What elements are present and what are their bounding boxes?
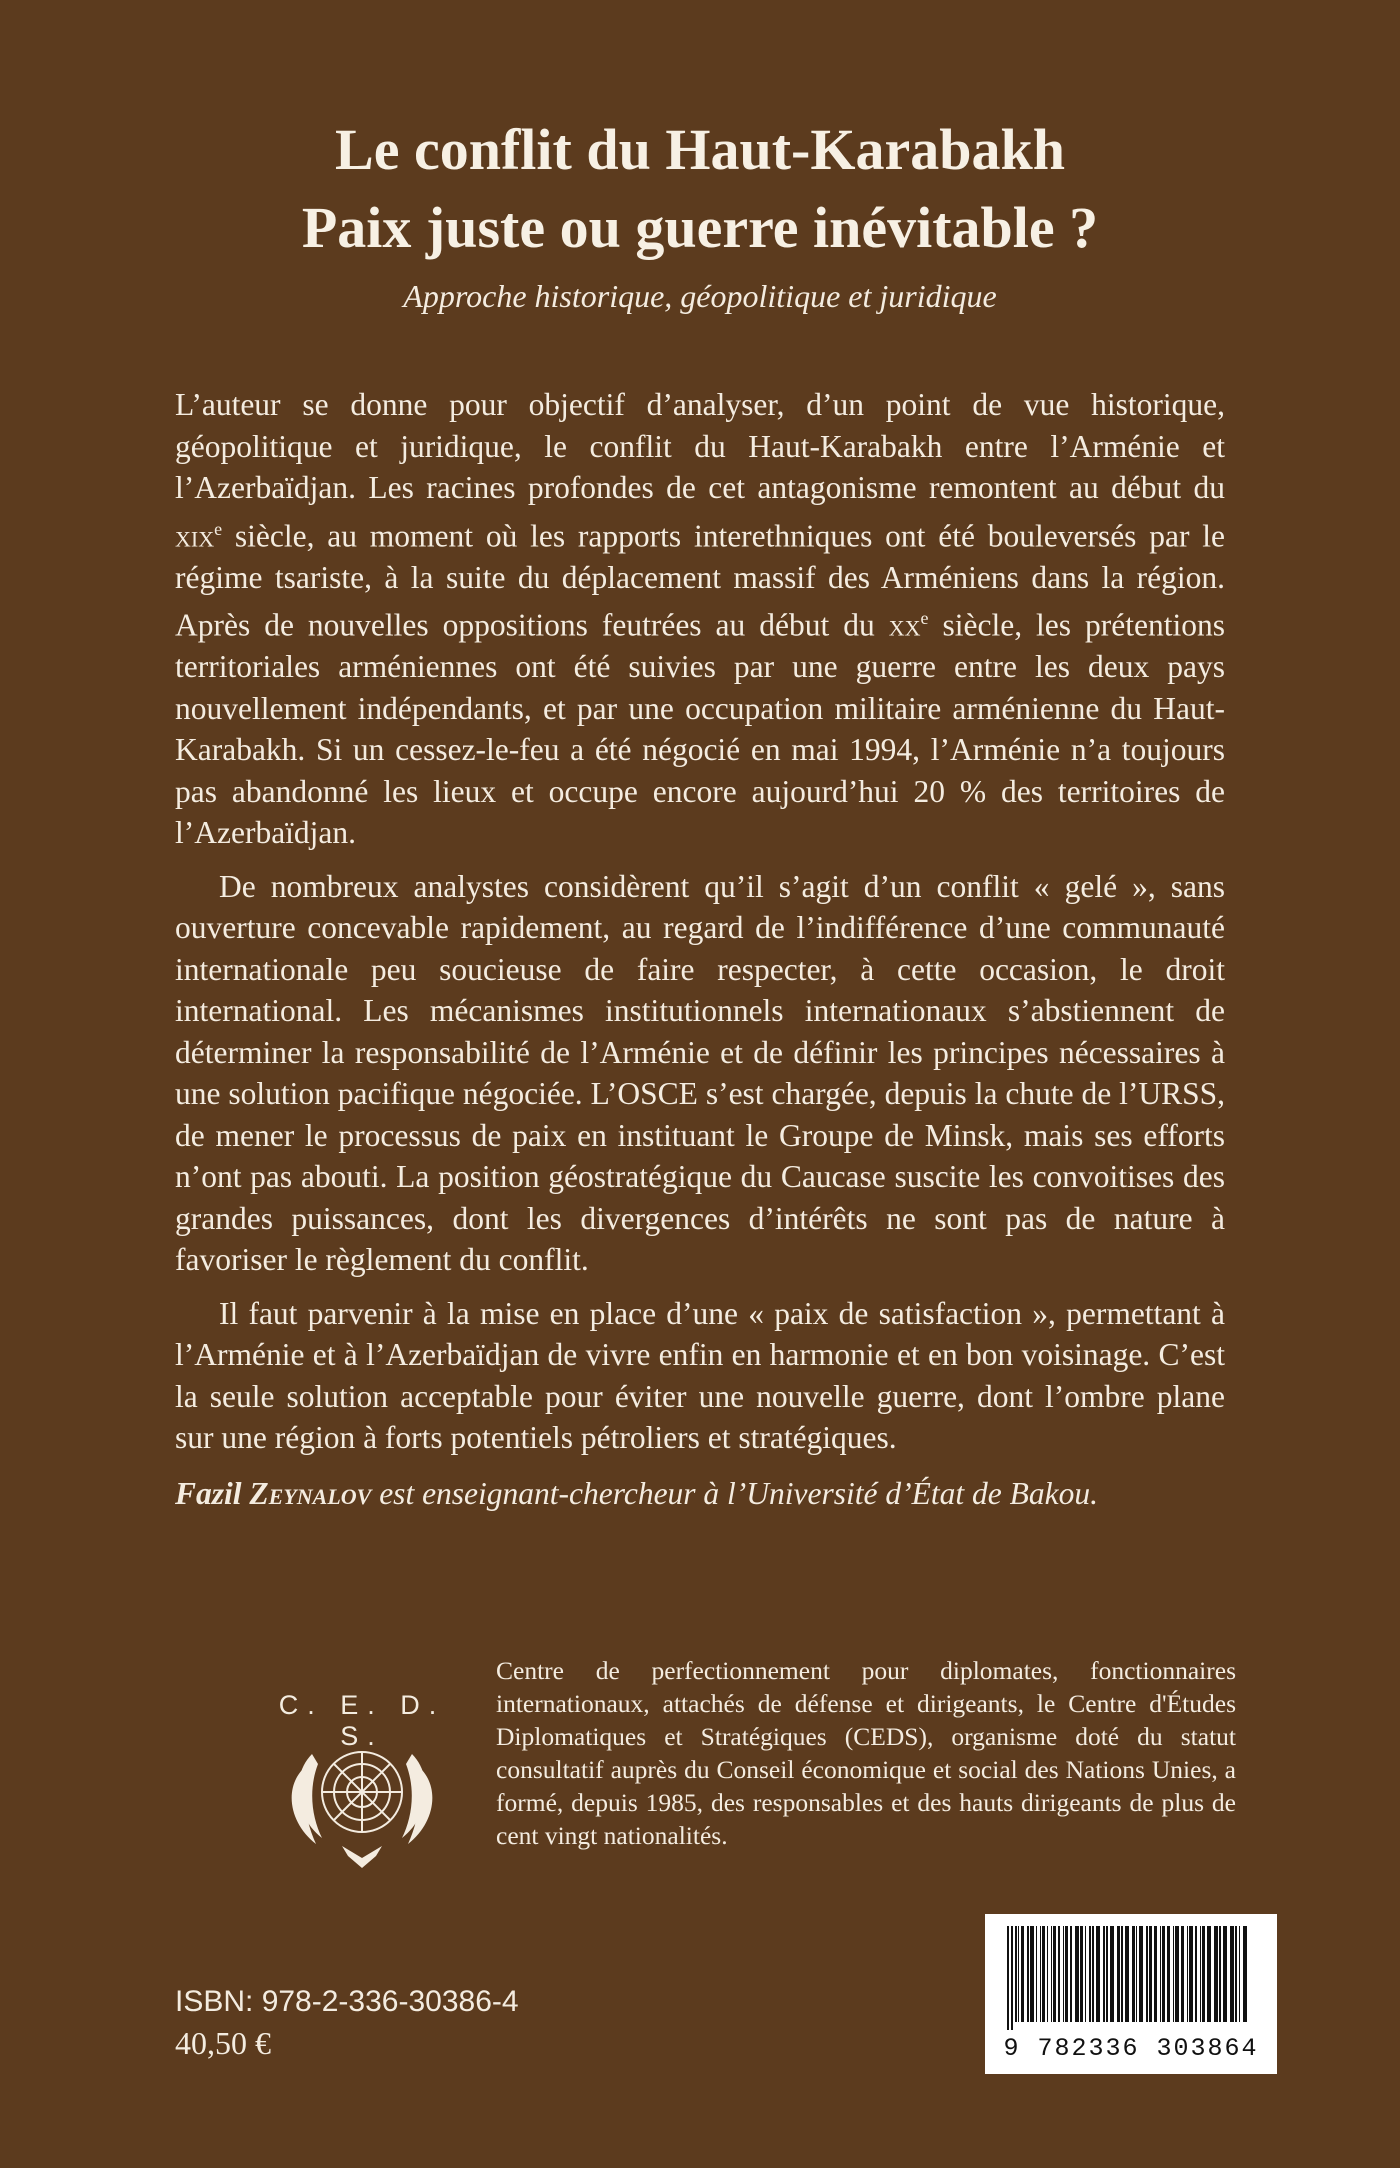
barcode-bar [1167,1926,1170,2022]
barcode-bar [1011,1926,1013,2030]
barcode-bar [1207,1926,1211,2022]
century-19-sup: e [214,518,223,539]
barcode-bar [1103,1926,1105,2022]
author-last-name: Zeynalov [249,1476,372,1511]
barcode-bar [1075,1926,1079,2022]
barcode-bar [1053,1926,1056,2022]
barcode-bar [1149,1926,1152,2022]
un-emblem-icon [272,1734,452,1874]
ceds-description: Centre de perfectionnement pour diplomates, fonctionnaires internationaux, attachés de défense et dirigeants, le Centre d'Études Diplomatiques et Stratégiques (CEDS), organisme doté du statut consultatif auprès du Conseil économique et social des Nations Unies, a formé, depuis 1985, des responsables et des hauts dirigeants de plus de cent vingt nationalités. [496,1656,1236,1850]
back-cover-summary [175,384,1225,1471]
title-line-2: Paix juste ou guerre inévitable ? [301,195,1099,260]
barcode-bar [1181,1926,1184,2022]
barcode-bar [1243,1926,1247,2022]
barcode-bar [1162,1926,1165,2022]
barcode-bar [1089,1926,1091,2022]
p1-part-b: siècle, au moment où les rapports interethniques ont été bouleversés par le régime tsariste, à la suite du déplacement massif des Arméniens dans la région. Après de nouvelles oppositions feutrées au début du [175,518,1225,643]
barcode-bar [1132,1926,1135,2022]
barcode-bars [1005,1926,1257,2030]
barcode-bar [1047,1926,1048,2022]
barcode-bar [1080,1926,1083,2022]
ceds-logo-text: C. E. D. S. [278,1690,446,1751]
p1-part-a: L’auteur se donne pour objectif d’analyser, d’un point de vue historique, géopolitique et juridique, le conflit du Haut-Karabakh entre l’Arménie et l’Azerbaïdjan. Les racines profondes de cet antagonisme remontent au début du [175,387,1225,505]
barcode-bar [1189,1926,1193,2022]
barcode-bar [1175,1926,1179,2022]
subtitle: Approche historique, géopolitique et juridique [403,278,997,314]
century-20-sup: e [920,608,929,628]
barcode-bar [1230,1926,1234,2022]
barcode-bar [1160,1926,1161,2022]
barcode-bar [1146,1926,1148,2022]
barcode-bar [1085,1926,1086,2022]
barcode-bar [1065,1926,1068,2022]
century-20: xx [888,607,921,643]
barcode-bar [1187,1926,1188,2022]
barcode-bar [1235,1926,1237,2022]
barcode-bar [1125,1926,1129,2022]
barcode-bar [1015,1926,1017,2022]
barcode-bar [1051,1926,1052,2022]
barcode-bar [1063,1926,1064,2022]
barcode-bar [1096,1926,1100,2022]
barcode-bar [1139,1926,1143,2022]
barcode-bar [1223,1926,1227,2022]
summary-paragraph-3: Il faut parvenir à la mise en place d’une « paix de satisfaction », permettant à l’Arménie et à l’Azerbaïdjan de vivre enfin en harmonie et en bon voisinage. C’est la seule solution acceptable pour éviter une nouvelle guerre, dont l’ombre plane sur une région à forts potentiels pétroliers et stratégiques. [175,1295,1225,1455]
barcode-bar [1106,1926,1108,2022]
barcode-bar [1214,1926,1218,2022]
barcode-bar [1030,1926,1034,2022]
author-bio-text: est enseignant-chercheur à l’Université d’État de Bakou. [371,1476,1098,1511]
ceds-logo [262,1690,462,1890]
barcode-bar [1154,1926,1157,2022]
title-line-1: Le conflit du Haut-Karabakh [335,117,1065,182]
barcode [985,1914,1277,2074]
author-bio [175,1474,1255,1514]
isbn: ISBN: 978-2-336-30386-4 [175,1985,519,2018]
century-19: xix [175,518,215,553]
barcode-digits: 9 782336 303864 [1003,2034,1259,2063]
barcode-bar [1027,1926,1029,2022]
barcode-bar [1239,1926,1240,2022]
barcode-bar [1036,1926,1037,2022]
barcode-bar [1021,1926,1024,2022]
barcode-bar [1121,1926,1123,2022]
barcode-bar [1202,1926,1205,2022]
barcode-bar [1018,1926,1019,2022]
summary-paragraph-1 [175,384,1225,854]
barcode-bar [1200,1926,1201,2022]
barcode-bar [1058,1926,1060,2022]
barcode-bar [1136,1926,1137,2022]
barcode-bar [1195,1926,1197,2022]
barcode-bar [1042,1926,1045,2022]
barcode-bar [1040,1926,1041,2022]
barcode-bar [1007,1926,1009,2030]
barcode-bar [1173,1926,1174,2022]
barcode-bar [1117,1926,1120,2022]
author-first-name: Fazil [175,1476,242,1511]
barcode-bar [1219,1926,1221,2022]
barcode-bar [1092,1926,1094,2022]
price: 40,50 € [175,2025,271,2061]
barcode-bar [1070,1926,1072,2022]
p1-part-c: siècle, les prétentions territoriales arméniennes ont été suivies par une guerre entre les deux pays nouvellement indépendants, et par une occupation militaire arménienne du Haut-Karabakh. Si un cessez-le-feu a été négocié en mai 1994, l’Arménie n’a toujours pas abandonné les lieux et occupe encore aujourd’hui 20 % des territoires de l’Azerbaïdjan. [175,607,1225,850]
summary-paragraph-2: De nombreux analystes considèrent qu’il s’agit d’un conflit « gelé », sans ouverture concevable rapidement, au regard de l’indifférence d’une communauté internationale peu soucieuse de faire respecter, à cette occasion, le droit international. Les mécanismes institutionnels internationaux s’abstiennent de déterminer la responsabilité de l’Arménie et de définir les principes nécessaires à une solution pacifique négociée. L’OSCE s’est chargée, depuis la chute de l’URSS, de mener le processus de paix en instituant le Groupe de Minsk, mais ses efforts n’ont pas abouti. La position géostratégique du Caucase suscite les convoitises des grandes puissances, dont les divergences d’intérêts ne sont pas de nature à favoriser le règlement du conflit. [175,868,1225,1277]
barcode-bar [1110,1926,1114,2022]
